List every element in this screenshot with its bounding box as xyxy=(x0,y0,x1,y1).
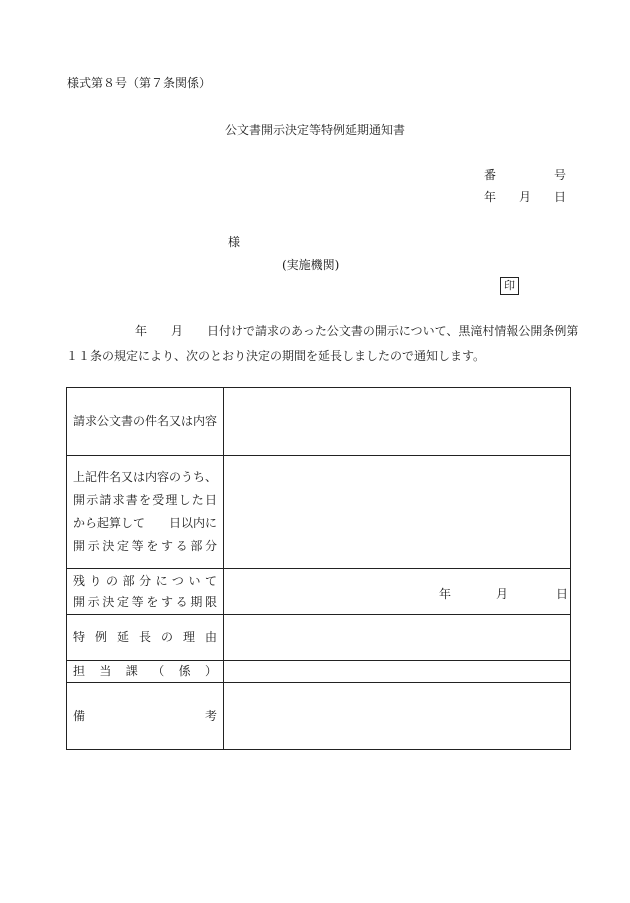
remarks-label xyxy=(73,709,217,723)
issue-date-day: 日 xyxy=(554,190,567,204)
partial-decision-field[interactable] xyxy=(224,456,570,568)
partial-decision-label-line3 xyxy=(73,516,217,530)
requested-document-label: 請求公文書の件名又は内容 xyxy=(73,414,218,428)
department-field[interactable] xyxy=(224,661,570,682)
remaining-deadline-date-field[interactable] xyxy=(224,569,570,614)
partial-decision-label-line1: 上記件名又は内容のうち、 xyxy=(73,470,218,484)
table-label-cell xyxy=(67,615,224,660)
body-month: 月 xyxy=(171,324,184,338)
days-prefix: から起算して xyxy=(73,516,146,530)
issue-date-month: 月 xyxy=(519,190,532,204)
remarks-label-left: 備 xyxy=(73,709,86,723)
extension-reason-label: 特例延長の理由 xyxy=(73,630,217,644)
addressee-honorific: 様 xyxy=(228,235,241,249)
remarks-label-right: 考 xyxy=(204,709,217,723)
table-row-remarks xyxy=(67,683,570,749)
remarks-field[interactable] xyxy=(224,683,570,749)
number-label-part2: 号 xyxy=(554,168,567,182)
deadline-year: 年 xyxy=(439,587,452,601)
form-table xyxy=(66,387,571,750)
body-text: 日付けで請求のあった公文書の開示について、黒滝村情報公開条例第 xyxy=(207,324,579,338)
table-row-department xyxy=(67,661,570,683)
table-label-cell xyxy=(67,388,224,455)
remaining-deadline-label-line2: 開示決定等をする期限 xyxy=(73,595,217,609)
body-year: 年 xyxy=(135,324,148,338)
seal-stamp: 印 xyxy=(500,277,519,295)
table-label-cell xyxy=(67,456,224,568)
department-label: 担当課（係） xyxy=(73,664,217,678)
reference-number-label xyxy=(484,168,567,182)
table-label-cell xyxy=(67,569,224,614)
number-label-part1: 番 xyxy=(484,168,497,182)
days-suffix: 日以内に xyxy=(168,516,217,530)
extension-reason-field[interactable] xyxy=(224,615,570,660)
table-label-cell xyxy=(67,661,224,682)
deadline-month: 月 xyxy=(496,587,509,601)
implementing-agency: (実施機関) xyxy=(282,258,340,272)
table-row-extension-reason xyxy=(67,615,570,661)
document-title: 公文書開示決定等特例延期通知書 xyxy=(224,123,405,137)
table-row-requested-document xyxy=(67,388,570,456)
requested-document-field[interactable] xyxy=(224,388,570,455)
issue-date-year: 年 xyxy=(484,190,497,204)
remaining-deadline-label-line1: 残りの部分について xyxy=(73,574,217,588)
deadline-day: 日 xyxy=(556,587,569,601)
body-text-line2: １１条の規定により、次のとおり決定の期間を延長しましたので通知します。 xyxy=(66,349,486,363)
table-row-partial-decision xyxy=(67,456,570,569)
form-number: 様式第８号（第７条関係） xyxy=(67,76,212,90)
partial-decision-label-line2: 開示請求書を受理した日 xyxy=(73,493,217,507)
table-label-cell xyxy=(67,683,224,749)
partial-decision-label-line4: 開示決定等をする部分 xyxy=(73,539,217,553)
table-row-remaining-deadline xyxy=(67,569,570,615)
